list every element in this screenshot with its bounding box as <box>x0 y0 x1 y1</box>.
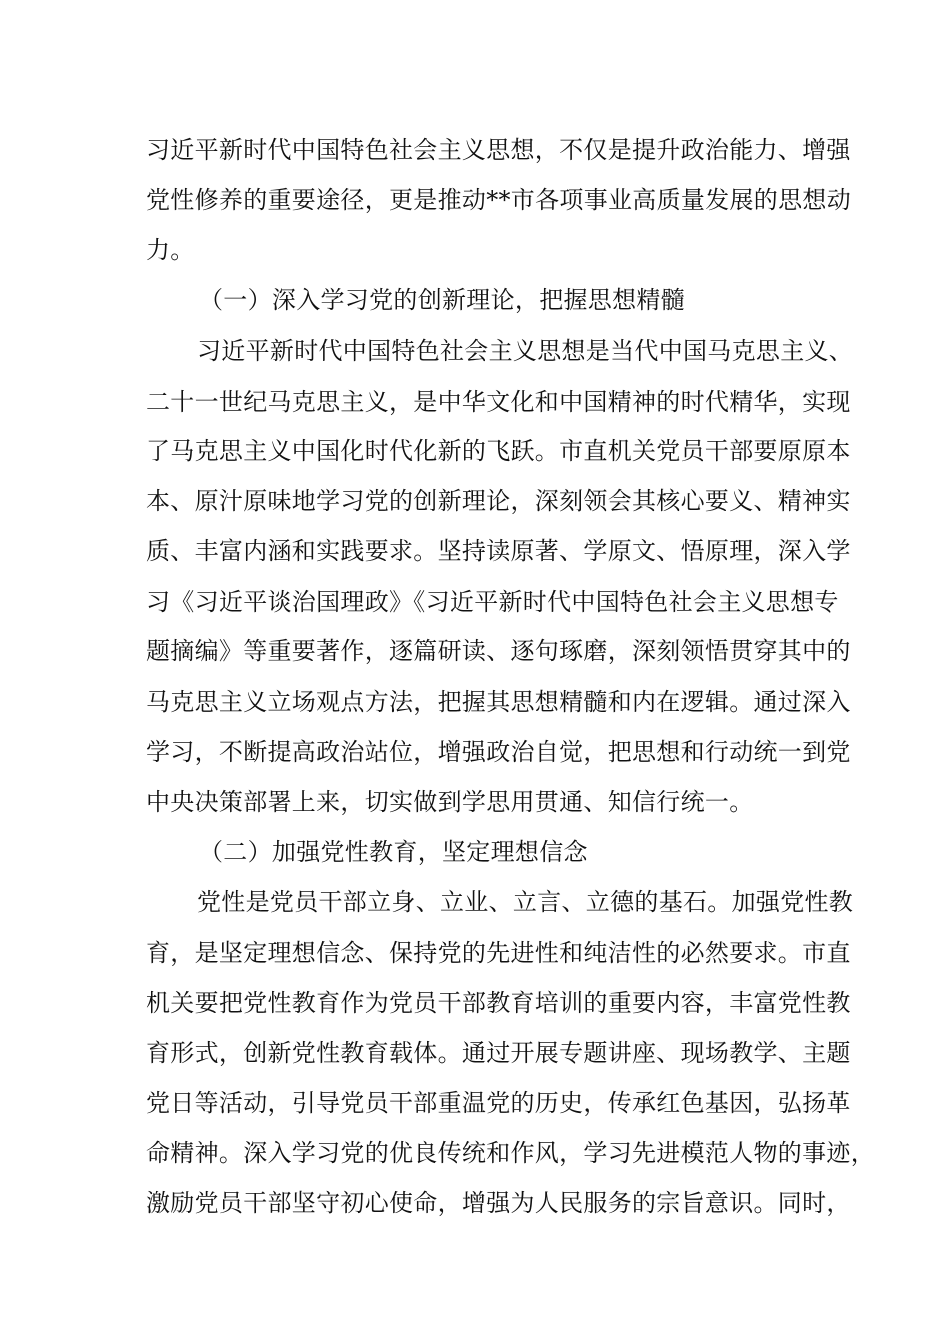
body-text-line: 力。 <box>146 236 195 264</box>
body-text-line: 党性修养的重要途径，更是推动**市各项事业高质量发展的思想动 <box>146 186 851 214</box>
body-text-line: 本、原汁原味地学习党的创新理论，深刻领会其核心要义、精神实 <box>146 487 851 515</box>
body-text-line: 学习，不断提高政治站位，增强政治自觉，把思想和行动统一到党 <box>146 738 851 766</box>
body-text-line: 质、丰富内涵和实践要求。坚持读原著、学原文、悟原理，深入学 <box>146 537 851 565</box>
body-text-line: 习《习近平谈治国理政》《习近平新时代中国特色社会主义思想专 <box>146 588 839 616</box>
body-text-line: 育，是坚定理想信念、保持党的先进性和纯洁性的必然要求。市直 <box>146 939 851 967</box>
section-heading-2: （二）加强党性教育，坚定理想信念 <box>199 838 588 866</box>
body-text-line: 习近平新时代中国特色社会主义思想是当代中国马克思主义、 <box>197 337 854 365</box>
body-text-line: 马克思主义立场观点方法，把握其思想精髓和内在逻辑。通过深入 <box>146 688 851 716</box>
body-text-line: 二十一世纪马克思主义，是中华文化和中国精神的时代精华，实现 <box>146 388 851 416</box>
body-text-line: 了马克思主义中国化时代化新的飞跃。市直机关党员干部要原原本 <box>146 437 851 465</box>
body-text-line: 机关要把党性教育作为党员干部教育培训的重要内容，丰富党性教 <box>146 989 851 1017</box>
body-text-line: 命精神。深入学习党的优良传统和作风，学习先进模范人物的事迹， <box>146 1139 875 1167</box>
body-text-line: 育形式，创新党性教育载体。通过开展专题讲座、现场教学、主题 <box>146 1039 851 1067</box>
section-heading-1: （一）深入学习党的创新理论，把握思想精髓 <box>199 286 685 314</box>
body-text-line: 党性是党员干部立身、立业、立言、立德的基石。加强党性教 <box>197 888 854 916</box>
body-text-line: 激励党员干部坚守初心使命，增强为人民服务的宗旨意识。同时， <box>146 1189 851 1217</box>
body-text-line: 题摘编》等重要著作，逐篇研读、逐句琢磨，深刻领悟贯穿其中的 <box>146 637 851 665</box>
body-text-line: 中央决策部署上来，切实做到学思用贯通、知信行统一。 <box>146 788 754 816</box>
body-text-line: 习近平新时代中国特色社会主义思想，不仅是提升政治能力、增强 <box>146 136 851 164</box>
body-text-line: 党日等活动，引导党员干部重温党的历史，传承红色基因，弘扬革 <box>146 1089 851 1117</box>
